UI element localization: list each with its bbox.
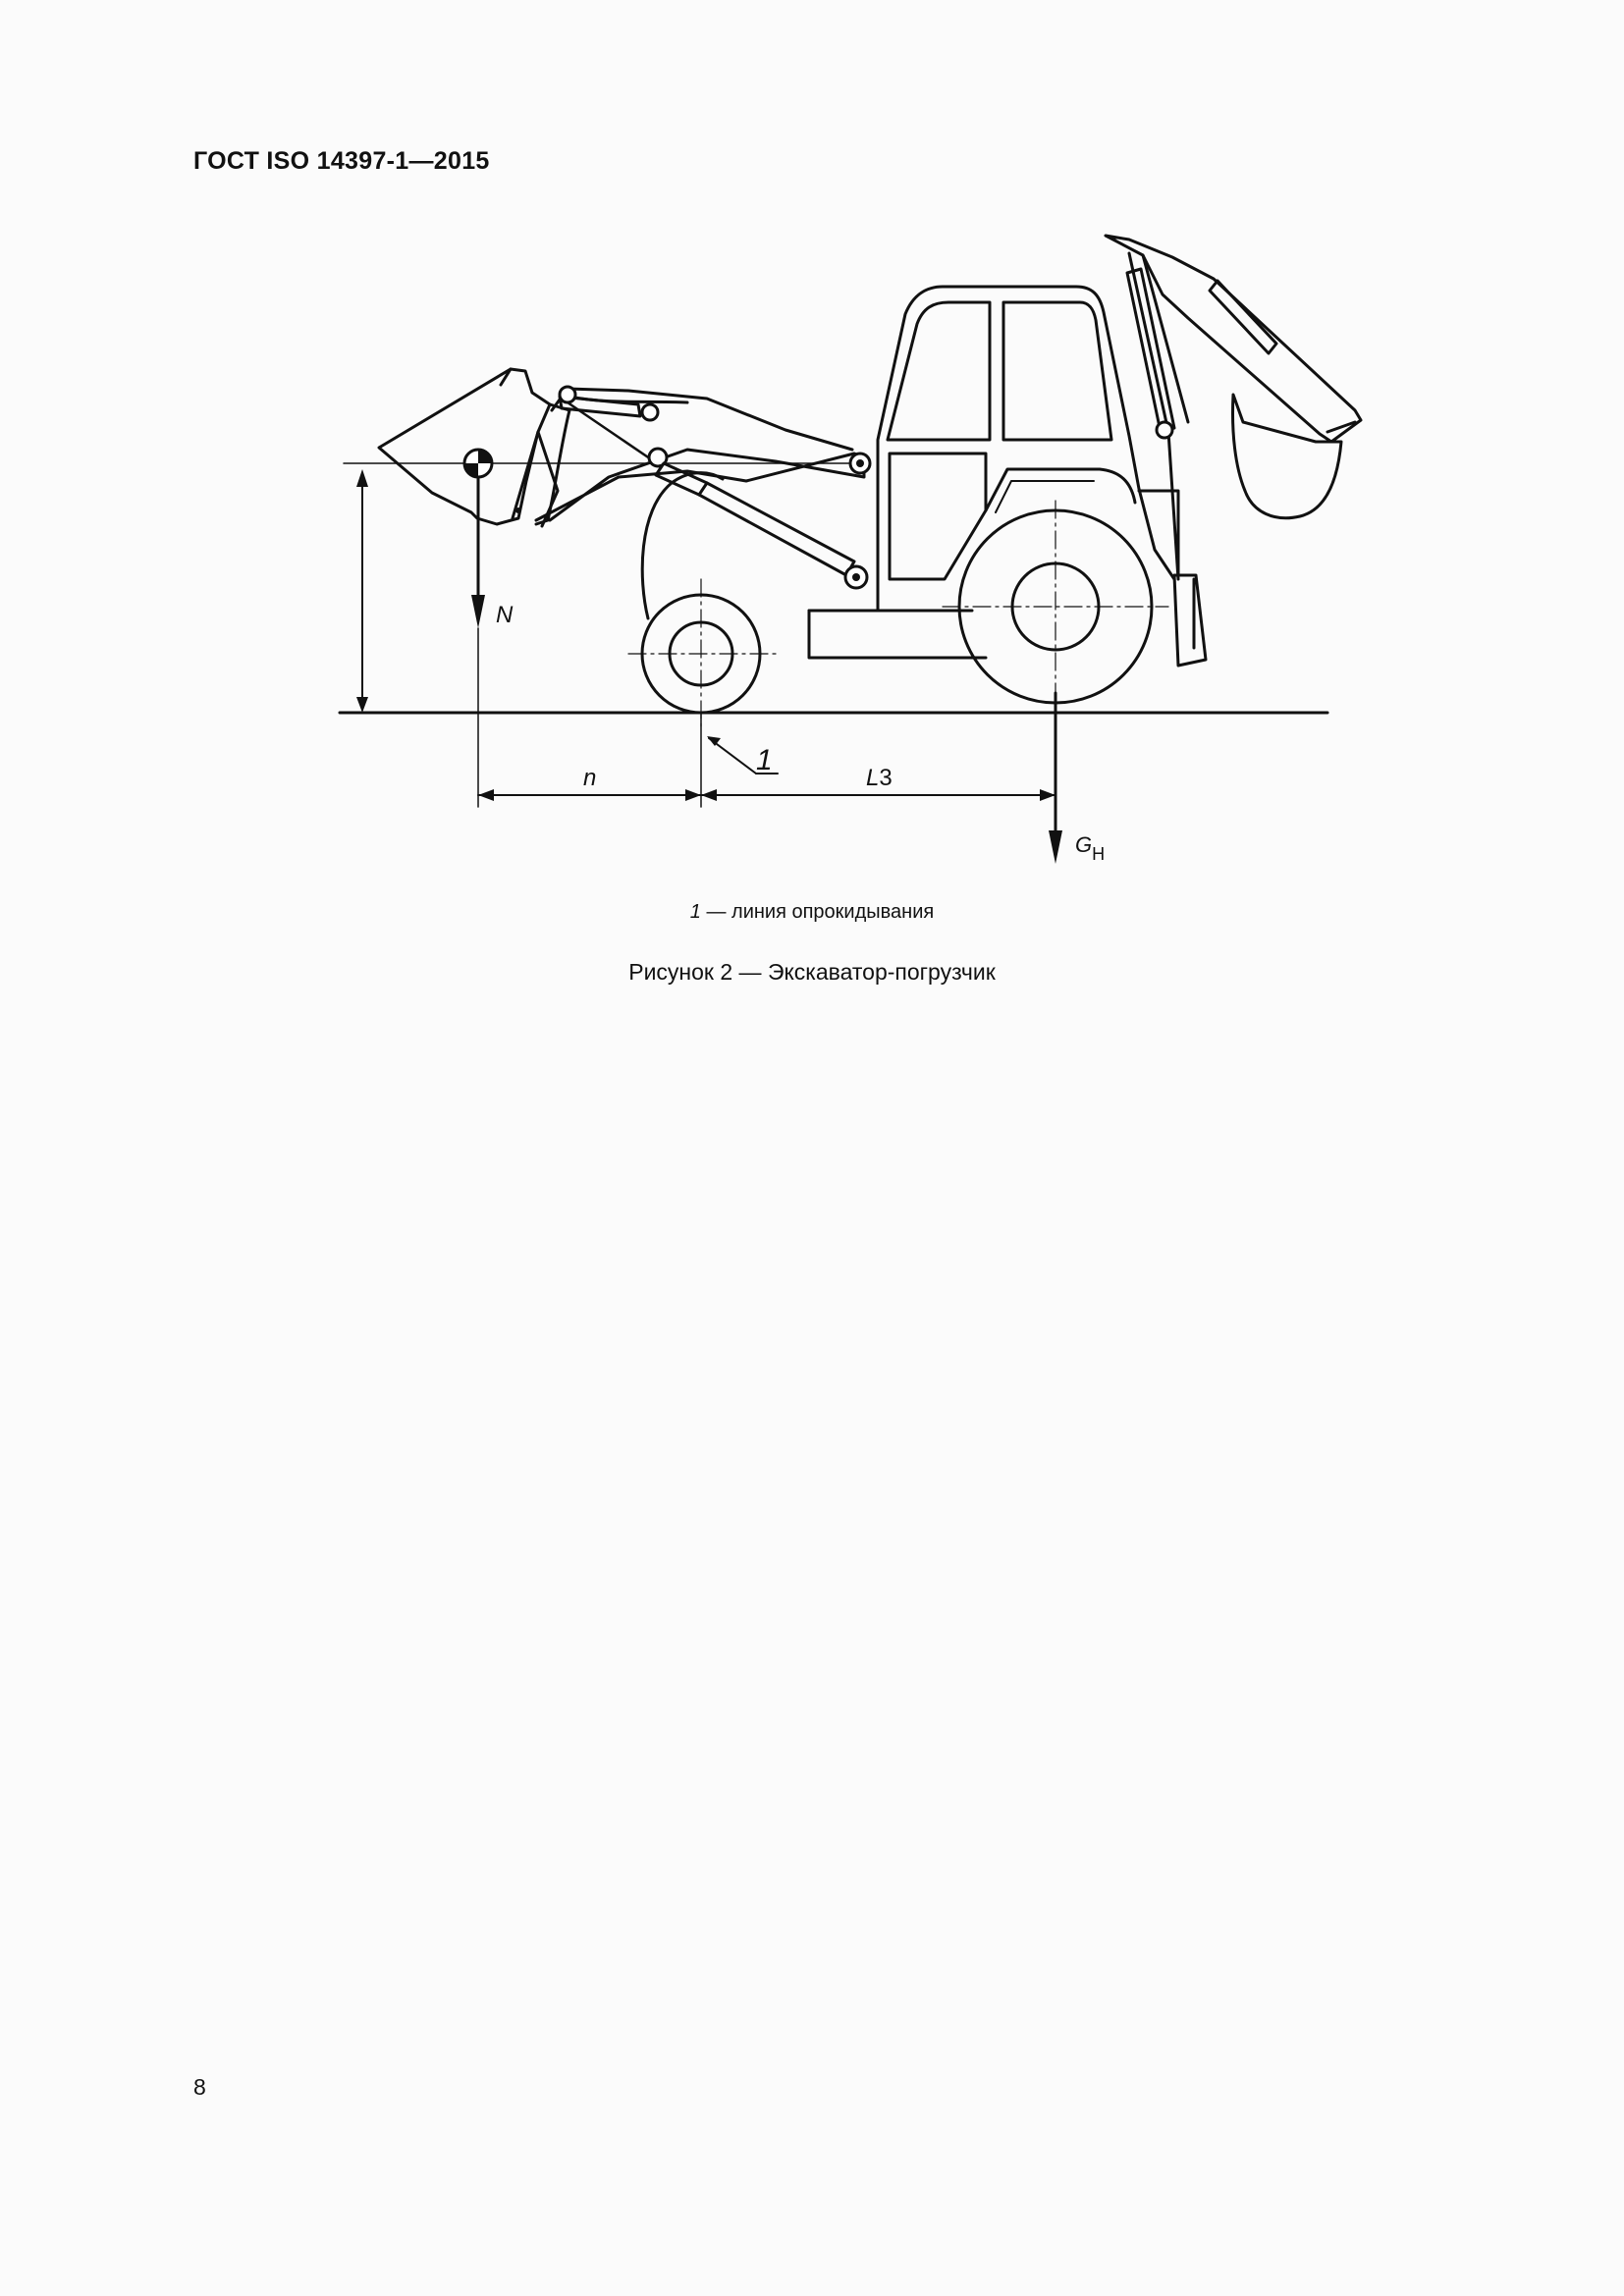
loader-arm [536, 387, 870, 588]
legend-text: — линия опрокидывания [700, 901, 935, 923]
force-n-arrow [471, 477, 485, 807]
dimension-n-label: n [583, 765, 597, 791]
callout-number: 1 [756, 744, 773, 776]
figure-caption: Рисунок 2 — Экскаватор-погрузчик [628, 959, 996, 985]
backhoe-loader-figure [0, 0, 1624, 883]
load-center-symbol [464, 450, 492, 477]
legend-number: 1 [689, 901, 701, 923]
front-wheel [628, 579, 776, 726]
document-header: ГОСТ ISO 14397-1—2015 [193, 147, 490, 175]
gravity-label: $G_H$ [1075, 832, 1106, 864]
rear-wheel [943, 501, 1168, 717]
loader-bucket [379, 369, 569, 526]
page-number: 8 [193, 2074, 206, 2100]
figure-legend [0, 901, 1624, 924]
backhoe-arm [1106, 236, 1361, 666]
force-n-label: N [496, 602, 514, 628]
dimension-l3-label: L3 [866, 765, 893, 791]
height-dimension [356, 469, 368, 713]
